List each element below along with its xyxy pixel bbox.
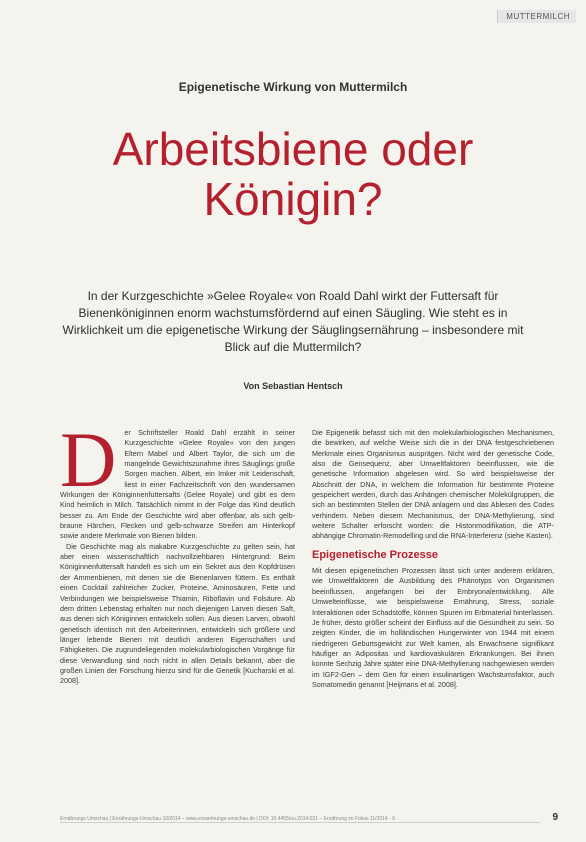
paragraph-text: er Schriftsteller Roald Dahl erzählt in seiner Kurzgeschichte »Gelee Royale« von den jungen Eltern Mabel und Albert Taylor, die sich um die mangelnde Gewichtszunahme ihres Säuglings große Sorgen machen. Albert, ein Imker mit Leidenschaft, liest in einer Fachzeitschrift von den wundersamen Wirkungen der Königinnenfuttersafts (Gelee Royale) und gibt es dem Kind heimlich in Milch. Tatsächlich nimmt in der Folge das Kind deutlich besser zu. Am Ende der Geschichte wird aber offenbar, als sich gelb-braune Härchen, Flecken und gelb-schwarze Streifen am Hinterkopf sowie andere Merkmale von Bienen bilden.: [60, 428, 295, 541]
paragraph: Die Geschichte mag als makabre Kurzgeschichte zu gelten sein, hat aber einen wissenschaftlich nachvollziehbaren Hintergrund: Beim Königinnenfuttersaft handelt es sich um ein Sekret aus den Kopfdrüsen der Ammenbienen, mit denen sie die Bienenlarven füttern. Es enthält einen Cocktail zahlreicher Zucker, Proteine, Aminosäuren, Fette und Verbindungen wie beispielsweise Thiamin, Riboflavin und Folsäure. Ab dem dritten Lebenstag erhalten nur noch diejenigen Larven diesen Saft, aus denen sich Königinnen entwickeln sollen. Aus diesen Larven, obwohl genetisch identisch mit den Arbeiterinnen, entwickeln sich größere und länger lebende Bienen mit deutlich anderen Eigenschaften und Fähigkeiten. Die zugrundeliegenden molekularbiologischen Vorgänge für diese Verwandlung sind noch nicht in allen Details bekannt, aber die großen Linien der Forschung hierzu sind für die Genetik [Kucharski et al. 2008].: [60, 541, 295, 686]
section-subheading: Epigenetische Prozesse: [312, 548, 438, 561]
dropcap: D: [60, 416, 117, 503]
footer-divider: [60, 822, 540, 823]
headline: [0, 124, 586, 224]
page-number: 9: [552, 812, 558, 823]
byline: Von Sebastian Hentsch: [243, 381, 343, 391]
body-column-right: [312, 428, 554, 690]
lead-paragraph: In der Kurzgeschichte »Gelee Royale« von Roald Dahl wirkt der Futtersaft für Bienenköniginnen enorm wachstumsfördernd auf einen Säugling. Wie steht es in Wirklichkeit um die epigenetische Wirkung der Säuglingsernährung – insbesondere mit Blick auf die Muttermilch?: [62, 289, 524, 354]
paragraph: [60, 416, 295, 542]
paragraph: Mit diesen epigenetischen Prozessen lässt sich unter anderem erklären, wie Umweltfaktoren die Ausbildung des Phänotyps von Organismen beeinflussen, angefangen bei der Embryonalentwicklung. Alle Umwelteinflüsse, wie beispielsweise Ernährung, Stress, soziale Interaktionen oder Schadstoffe, können Spuren im Erbmaterial hinterlassen. Je früher, desto größer scheint der Einfluss auf die Gesundheit zu sein. So zeigten Kinder, die im holländischen Hungerwinter von 1944 mit einem niedrigeren Geburtsgewicht zur Welt kamen, als Erwachsene signifikant häufiger an Adipositas und kardiovaskulären Erkrankungen. Bei ihnen konnte Sechzig Jahre später eine DNA-Methylierung nachgewiesen werden im IGF2-Gen – dem Gen für einen insulinartigen Wachstumsfaktor, auch Somatomedin genannt [Heijmans et al. 2008].: [312, 566, 554, 689]
headline-line-2: Königin?: [203, 173, 383, 225]
headline-line-1: Arbeitsbiene oder: [112, 123, 474, 175]
paragraph: Die Epigenetik befasst sich mit den molekularbiologischen Mechanismen, die bewirken, auf welche Weise sich die in der DNA festgeschriebenen Merkmale eines Organismus ausprägen. Nicht wird der genetische Code, also die Gensequenz, aber Umweltfaktoren beeinflussen, wie die genetische Information abgelesen wird. So wird beispielsweise der Abschnitt der DNA, in welchem die Information für bestimmte Proteine gespeichert werden, durch das Anhängen chemischer Molekülgruppen, die sich an bestimmten Stellen der DNA anlagern und das Ablesen des Codes verhindern. Neben diesem Mechanismus, der DNA-Methylierung, sind weitere Schalter erforscht worden: die Histonmodifikation, die ATP-abhängige Chromatin-Remodelling und die RNA-Interferenz (siehe Kasten).: [312, 428, 554, 541]
kicker-title: Epigenetische Wirkung von Muttermilch: [178, 80, 408, 94]
body-column-left: [60, 416, 295, 687]
footer-citation: Ernährungs Umschau | Ernährungs-Umschau 10/2014 – www.ernaehrungs-umschau.de | DOI: 10.4455/eu.2014.021 – Ernährung im Fokus 11/2014 · 9 ·: [60, 816, 398, 822]
section-tag: MUTTERMILCH: [497, 10, 576, 23]
